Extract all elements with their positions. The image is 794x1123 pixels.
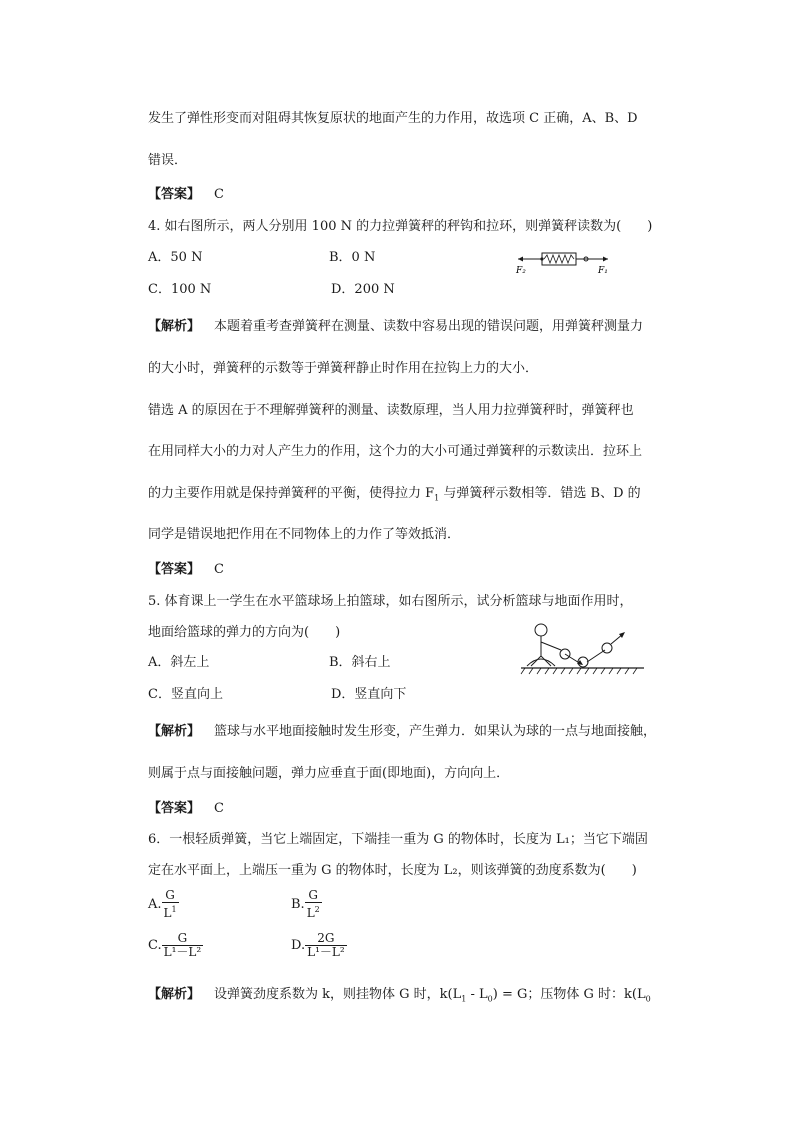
q6-option-a — [148, 889, 179, 920]
q4-analysis-text-5b: 与弹簧秤示数相等．错选 B、D 的 — [439, 486, 641, 501]
q5-option-a: A．斜左上 — [148, 655, 210, 670]
l1-subscript: 1 — [461, 994, 467, 1004]
q5-analysis-line-2: 则属于点与面接触问题，弹力应垂直于面(即地面)，方向向上． — [148, 766, 510, 781]
den-base: L — [306, 906, 315, 920]
q6-option-d-label: D. — [291, 938, 306, 953]
q4-option-a: A．50 N — [148, 250, 203, 265]
q6-option-a-fraction — [162, 889, 179, 920]
q5-option-c: C．竖直向上 — [148, 687, 223, 702]
q4-analysis-line-1 — [148, 319, 643, 335]
q4-analysis-text-1: 本题着重考查弹簧秤在测量、读数中容易出现的错误问题，用弹簧秤测量力 — [214, 319, 644, 334]
q6-stem-line-1: 6．一根轻质弹簧，当它上端固定，下端挂一重为 G 的物体时，长度为 L₁；当它下端固 — [148, 832, 648, 847]
fraction-denominator: L¹－L² — [307, 945, 345, 959]
q5-analysis-text-1: 篮球与水平地面接触时发生形变，产生弹力．如果认为球的一点与地面接触， — [214, 724, 657, 739]
den-base: L — [163, 906, 172, 920]
q3-explanation-line-1: 发生了弹性形变而对阻碍其恢复原状的地面产生的力作用，故选项 C 正确，A、B、D — [148, 111, 638, 126]
q4-analysis-text-5a: 的力主要作用就是保持弹簧秤的平衡，使得拉力 F — [148, 486, 435, 501]
basketball-figure — [519, 618, 654, 680]
q5-option-d: D．竖直向下 — [331, 687, 407, 702]
den-sup: 2 — [314, 905, 320, 914]
q6-option-b-label: B. — [291, 897, 305, 912]
fraction-numerator: 2G — [317, 931, 335, 945]
q4-analysis-line-5 — [148, 486, 641, 507]
q4-option-c: C．100 N — [148, 282, 212, 297]
den-sup: 1 — [171, 905, 177, 914]
fraction-denominator — [305, 902, 322, 920]
q5-answer: C — [214, 801, 224, 816]
fraction-denominator — [162, 902, 179, 920]
fraction-numerator: G — [177, 931, 188, 945]
spring-scale-figure — [512, 247, 622, 275]
q4-analysis-line-4: 在用同样大小的力对人产生力的作用，这个力的大小可通过弹簧秤的示数读出．拉环上 — [148, 444, 643, 459]
q6-option-b-fraction — [305, 889, 322, 920]
q4-stem: 4. 如右图所示，两人分别用 100 N 的力拉弹簧秤的秤钩和拉环，则弹簧秤读数为( ) — [148, 219, 653, 234]
q6-option-c-fraction — [162, 932, 204, 959]
q6-option-d — [291, 932, 347, 959]
l0-subscript-2: 0 — [645, 994, 651, 1004]
q6-option-c-label: C. — [148, 938, 162, 953]
analysis-tag: 【解析】 — [148, 987, 201, 1002]
q5-analysis-line-1 — [148, 724, 656, 740]
force-label-f1: F₁ — [598, 266, 608, 275]
q5-answer-line — [148, 801, 224, 817]
q6-option-b — [291, 889, 322, 920]
fraction-numerator: G — [308, 888, 319, 902]
q6-option-a-label: A. — [148, 897, 162, 912]
q3-answer: C — [214, 187, 224, 202]
q3-explanation-line-2: 错误． — [148, 153, 188, 168]
answer-tag: 【答案】 — [148, 187, 201, 202]
q6-option-c — [148, 932, 203, 959]
q5-option-b: B．斜右上 — [329, 655, 391, 670]
q6-option-d-fraction — [305, 932, 347, 959]
analysis-tag: 【解析】 — [148, 724, 201, 739]
q4-analysis-line-3: 错选 A 的原因在于不理解弹簧秤的测量、读数原理，当人用力拉弹簧秤时，弹簧秤也 — [148, 403, 634, 418]
q4-answer-line — [148, 562, 224, 578]
q6-analysis-line-1 — [148, 987, 651, 1008]
fraction-numerator: G — [165, 888, 175, 902]
fraction-denominator: L¹－L² — [163, 945, 202, 959]
answer-tag: 【答案】 — [148, 562, 201, 577]
q5-stem-line-2: 地面给篮球的弹力的方向为( ) — [148, 625, 341, 640]
q6-analysis-text-a: 设弹簧劲度系数为 k，则挂物体 G 时，k(L — [214, 987, 462, 1002]
q6-stem-line-2: 定在水平面上，上端压一重为 G 的物体时，长度为 L₂，则该弹簧的劲度系数为( ) — [148, 863, 637, 878]
q4-analysis-line-6: 同学是错误地把作用在不同物体上的力作了等效抵消． — [148, 527, 461, 542]
answer-tag: 【答案】 — [148, 801, 201, 816]
q6-analysis-text-b: - L — [466, 987, 488, 1002]
analysis-tag: 【解析】 — [148, 319, 201, 334]
l0-subscript: 0 — [487, 994, 493, 1004]
f1-subscript: 1 — [434, 493, 440, 503]
q4-option-d: D．200 N — [331, 282, 395, 297]
q4-option-b: B．0 N — [329, 250, 376, 265]
q6-analysis-text-c: ) = G；压物体 G 时：k(L — [492, 987, 646, 1002]
q4-analysis-line-2: 的大小时，弹簧秤的示数等于弹簧秤静止时作用在拉钩上力的大小． — [148, 361, 539, 376]
q5-stem-line-1: 5. 体育课上一学生在水平篮球场上拍篮球，如右图所示，试分析篮球与地面作用时， — [148, 594, 633, 609]
q3-answer-line — [148, 187, 224, 203]
q4-answer: C — [214, 562, 224, 577]
force-label-f2: F₂ — [516, 266, 526, 275]
